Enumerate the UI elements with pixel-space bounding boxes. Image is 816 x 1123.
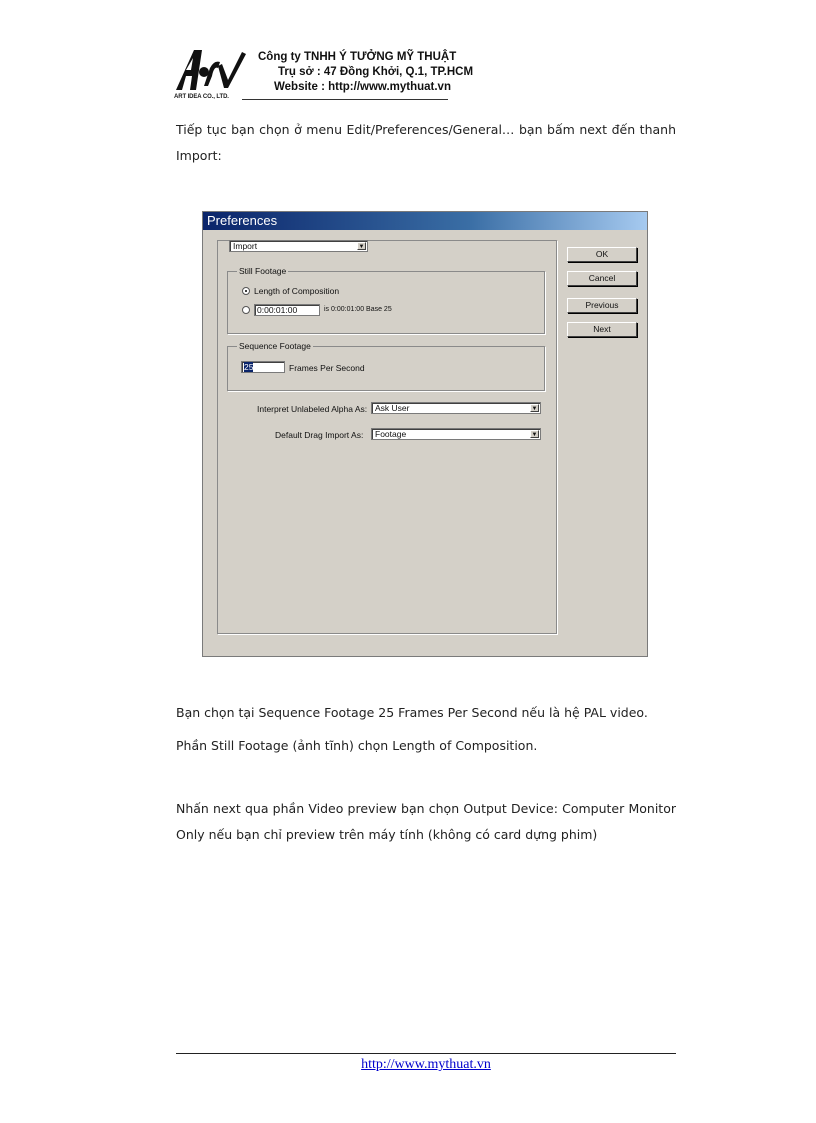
still-footage-label: Still Footage (239, 266, 287, 276)
company-address: Trụ sở : 47 Đồng Khởi, Q.1, TP.HCM (278, 66, 474, 78)
chevron-down-icon: ▼ (358, 244, 365, 250)
next-button[interactable]: Next (567, 322, 637, 337)
footer-website-link[interactable]: http://www.mythuat.vn (361, 1057, 491, 1072)
company-info (258, 50, 473, 95)
length-of-composition-radio[interactable] (242, 287, 250, 295)
duration-radio[interactable] (242, 306, 250, 314)
company-website: Website : http://www.mythuat.vn (274, 81, 451, 93)
preferences-dialog-screenshot (202, 211, 648, 657)
header-divider (242, 99, 448, 100)
sequence-footage-label: Sequence Footage (239, 341, 311, 351)
default-drag-value: Footage (375, 429, 407, 439)
dialog-title: Preferences (203, 212, 647, 230)
company-name: Công ty TNHH Ý TƯỞNG MỸ THUẬT (258, 51, 457, 63)
fps-label: Frames Per Second (289, 363, 365, 373)
ok-button[interactable]: OK (567, 247, 637, 262)
chevron-down-icon: ▼ (531, 432, 538, 438)
footer-divider (176, 1053, 676, 1054)
interpret-alpha-dropdown[interactable] (371, 402, 541, 414)
section-dropdown-value: Import (233, 241, 258, 251)
duration-note: is 0:00:01:00 Base 25 (324, 306, 392, 313)
paragraph-sequence-footage: Bạn chọn tại Sequence Footage 25 Frames Per Second nếu là hệ PAL video. (176, 705, 648, 720)
section-dropdown[interactable] (229, 240, 368, 252)
interpret-alpha-value: Ask User (375, 403, 410, 413)
fps-value: 25 (244, 362, 254, 372)
interpret-alpha-label: Interpret Unlabeled Alpha As: (257, 404, 368, 414)
fps-field[interactable] (241, 361, 285, 373)
default-drag-label: Default Drag Import As: (275, 430, 364, 440)
intro-paragraph: Tiếp tục bạn chọn ở menu Edit/Preferences/General… bạn bấm next đến thanh Import: (176, 122, 676, 163)
previous-button[interactable]: Previous (567, 298, 637, 313)
duration-field[interactable]: 0:00:01:00 (254, 304, 320, 316)
logo-caption: ART IDEA CO., LTD. (174, 94, 229, 100)
chevron-down-icon: ▼ (531, 406, 538, 412)
length-of-composition-label: Length of Composition (254, 286, 340, 296)
paragraph-still-footage: Phần Still Footage (ảnh tĩnh) chọn Length of Composition. (176, 738, 538, 753)
cancel-button[interactable]: Cancel (567, 271, 637, 286)
default-drag-dropdown[interactable] (371, 428, 541, 440)
paragraph-video-preview: Nhấn next qua phần Video preview bạn chọn Output Device: Computer Monitor Only nếu bạn chỉ preview trên máy tính (không có card dựng phim) (176, 801, 676, 842)
still-footage-group (227, 271, 545, 334)
